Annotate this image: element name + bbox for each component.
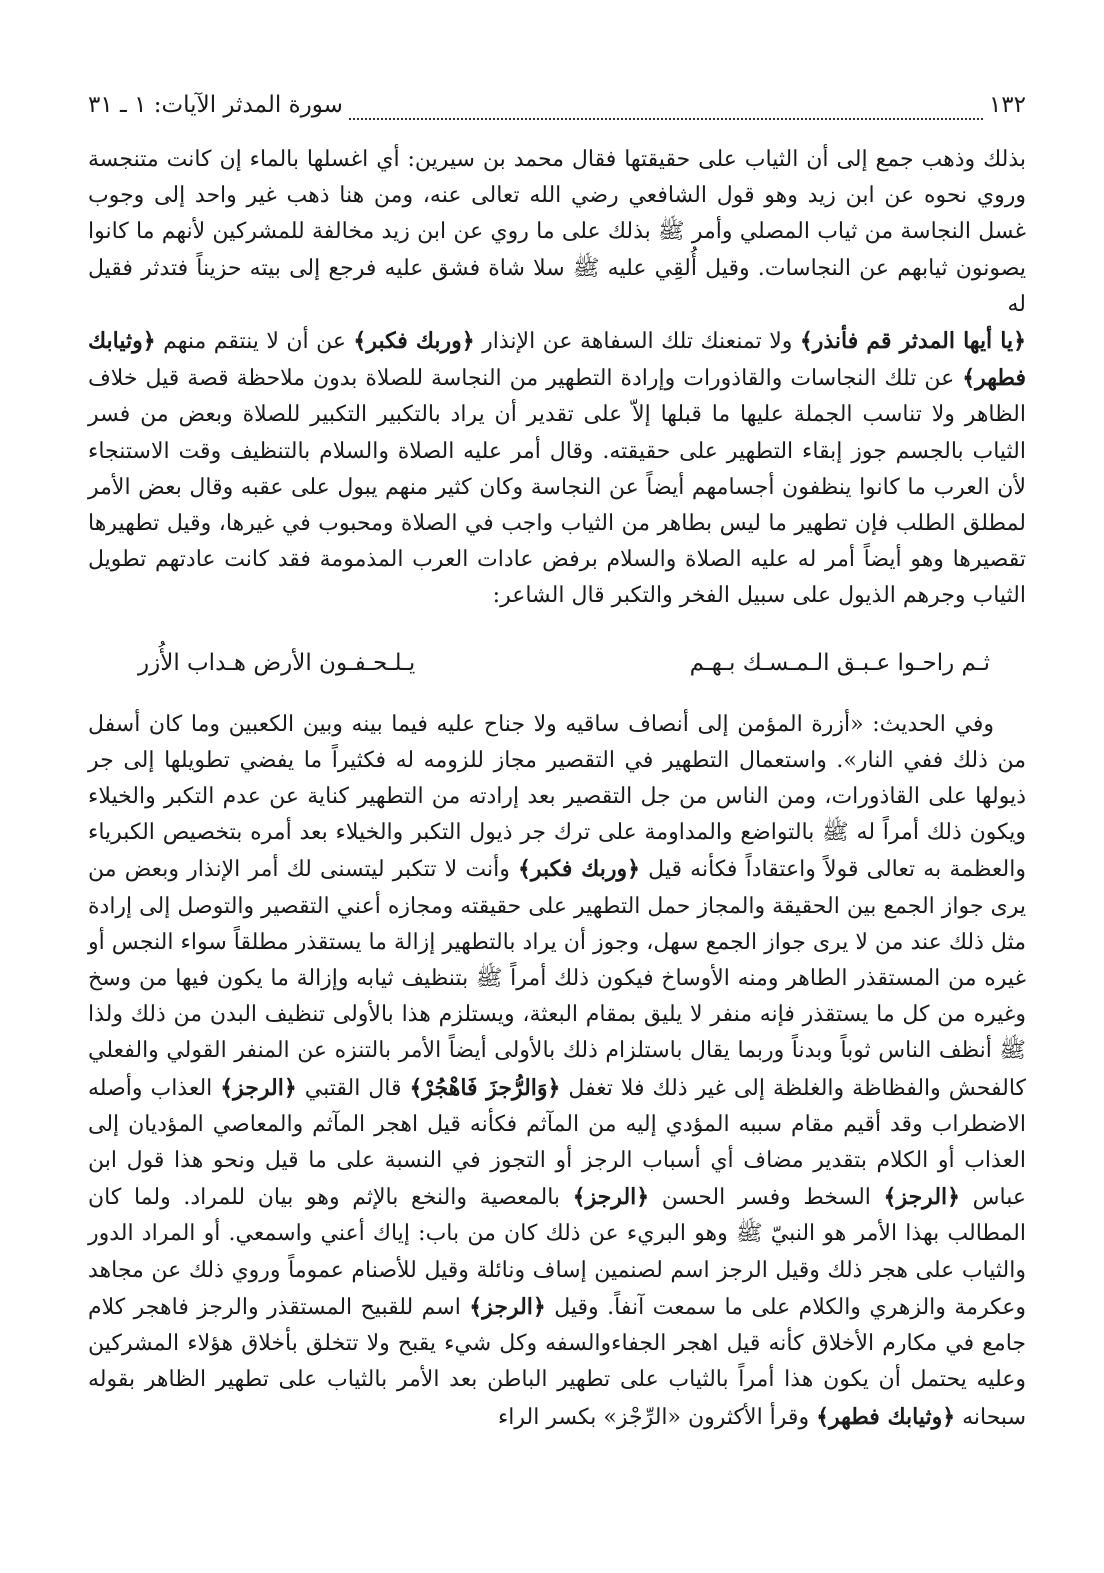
running-header [88, 92, 1026, 132]
quran-quote: ﴿وربك فكبر﴾ [518, 856, 640, 883]
text-segment: العذاب وأصله الاضطراب وقد أقيم مقام سببه المؤدي إليه من المآثم فكأنه قيل اهجر المآثم والمعاصي المؤديان إلى العذاب أو الكلام بتقدير مضاف أي أسباب الرجز أو التجوز في النسبة على ما قيل ونحو هذا قول ابن عباس [88, 1075, 1026, 1211]
quran-quote: ﴿وثيابك فطهر﴾ [816, 1403, 956, 1430]
text-segment: وفي الحديث: «أزرة المؤمن إلى أنصاف ساقيه ولا جناح عليه فيما بينه وبين الكعبين وما كان أسفل من ذلك ففي النار». واستعمال التطهير في التقصير مجاز للزومه له فكثيراً ما يفضي تطويلها إلى جر ذيولها على القاذورات، ومن الناس من جل التقصير بعد إرادته من التطهير كناية عن عدم التكبر والخيلاء ويكون ذلك أمراً له ﷺ بالتواضع والمداومة على ترك جر ذيول التكبر والخيلاء بعد أمره بتخصيص الكبرياء والعظمة به تعالى قولاً واعتقاداً فكأنه قيل [88, 711, 1026, 883]
text-segment: وأنت لا تتكبر ليتسنى لك أمر الإنذار وبعض من يرى جواز الجمع بين الحقيقة والمجاز حمل التطهير على حقيقته ومجازه أعني التقصير والتوصل إلى إرادة مثل ذلك عند من لا يرى جواز الجمع سهل، وجوز أن يراد بالتطهير إزالة ما يستقذر مطلقاً سواء النجس أو غيره من المستقذر الطاهر ومنه الأوساخ فيكون ذلك أمراً ﷺ بتنظيف ثيابه وإزالة ما يكون فيها من وسخ وغيره من كل ما يستقذر فإنه منفر لا يليق بمقام البعثة، ويستلزم هذا بالأولى تنظيف البدن من ذلك ولذا ﷺ أنظف الناس ثوباً وبدناً وربما يقال باستلزام ذلك بالأولى أيضاً الأمر بالتنزه عن المنفر القولي والفعلي كالفحش والفظاظة والغلظة إلى غير ذلك فلا تغفل [88, 857, 1027, 1101]
quran-quote: ﴿الرجز﴾ [469, 1293, 546, 1320]
text-segment: بذلك وذهب جمع إلى أن الثياب على حقيقتها فقال محمد بن سيرين: أي اغسلها بالماء إن كانت متنجسة وروي نحوه عن ابن زيد وهو قول الشافعي رضي الله تعالى عنه، ومن هنا ذهب غير واحد إلى وجوب غسل النجاسة من ثياب المصلي وأمر ﷺ بذلك على ما روي عن ابن زيد مخالفة للمشركين لأنهم ما كانوا يصونون ثيابهم عن النجاسات. وقيل أُلقِي عليه ﷺ سلا شاة فشق عليه فرجع إلى بيته حزيناً فتدثر فقيل له [88, 147, 1026, 317]
page-number: ١٣٢ [988, 92, 1026, 118]
quran-quote: ﴿الرجز﴾ [220, 1074, 297, 1101]
text-segment: السخط وفسر الحسن [649, 1185, 884, 1211]
text-segment: عن أن لا ينتقم منهم [155, 329, 354, 355]
header-dot-leader [349, 104, 983, 120]
quran-quote: ﴿الرجز﴾ [572, 1184, 650, 1211]
verse-second-hemistich: يـلـحـفـون الأرض هـداب الأُزر [138, 649, 416, 676]
quran-quote: ﴿وَالرُّجزَ فَاهْجُرْ﴾ [409, 1074, 561, 1101]
quran-quote: ﴿الرجز﴾ [883, 1184, 961, 1211]
commentary-text [88, 142, 1026, 1436]
paragraph-2 [88, 707, 1026, 1436]
quran-quote: ﴿وثيابك فطهر﴾ [88, 328, 1026, 392]
poetry-verse [88, 615, 1026, 707]
verse-first-hemistich: ثـم راحـوا عـبـق الـمـسـك بـهـم [689, 649, 990, 676]
surah-title: سورة المدثر الآيات: ١ ـ ٣١ [88, 92, 343, 118]
paragraph-1 [88, 142, 1026, 615]
text-segment: قال القتبي [296, 1075, 410, 1101]
quran-quote: ﴿يا أيها المدثر قم فأنذر﴾ [799, 328, 1027, 355]
quran-quote: ﴿وربك فكبر﴾ [353, 328, 475, 355]
text-segment: اسم للقبيح المستقذر والرجز فاهجر كلام جامع في مكارم الأخلاق كأنه قيل اهجر الجفاءوالسفه وكل شيء يقبح ولا تتخلق بأخلاق هؤلاء المشركين وعليه يحتمل أن يكون هذا أمراً بالثياب على تطهير الباطن بعد الأمر بالثياب على تطهير الظاهر بقوله سبحانه [88, 1294, 1026, 1430]
text-segment: ولا تمنعنك تلك السفاهة عن الإنذار [474, 329, 800, 355]
text-segment: عن تلك النجاسات والقاذورات وإرادة التطهير من النجاسة للصلاة بدون ملاحظة قصة قيل خلاف الظاهر ولا تناسب الجملة عليها ما قبلها إلاّ على تقدير أن يراد بالتكبير التكبير للصلاة وبعض من فسر الثياب بالجسم جوز إبقاء التطهير على حقيقته. وقال أمر عليه الصلاة والسلام بالتنظيف وقت الاستنجاء لأن العرب ما كانوا ينظفون أجسامهم أيضاً عن النجاسة وكان كثير منهم يبول على عقبه وقال بعض الأمر لمطلق الطلب فإن تطهير ما ليس بطاهر من الثياب واجب في الصلاة ومحبوب في غيرها، وقيل تطهيرها تقصيرها وهو أيضاً أمر له عليه الصلاة والسلام برفض عادات العرب المذمومة فقد كانت عادتهم تطويل الثياب وجرهم الذيول على سبيل الفخر والتكبر قال الشاعر: [88, 366, 1026, 609]
text-segment: بالمعصية والنخع بالإثم وهو بيان للمراد. ولما كان المطالب بهذا الأمر هو النبيّ ﷺ وهو البريء عن ذلك كان من باب: إياك أعني واسمعي. أو المراد الدور والثياب على هجر ذلك وقيل الرجز اسم لصنمين إساف ونائلة وقيل للأصنام عموماً وروي ذلك عن مجاهد وعكرمة والزهري والكلام على ما سمعت آنفاً. وقيل [88, 1185, 1026, 1320]
text-segment: وقرأ الأكثرون «الرِّجْز» بكسر الراء [497, 1404, 817, 1430]
